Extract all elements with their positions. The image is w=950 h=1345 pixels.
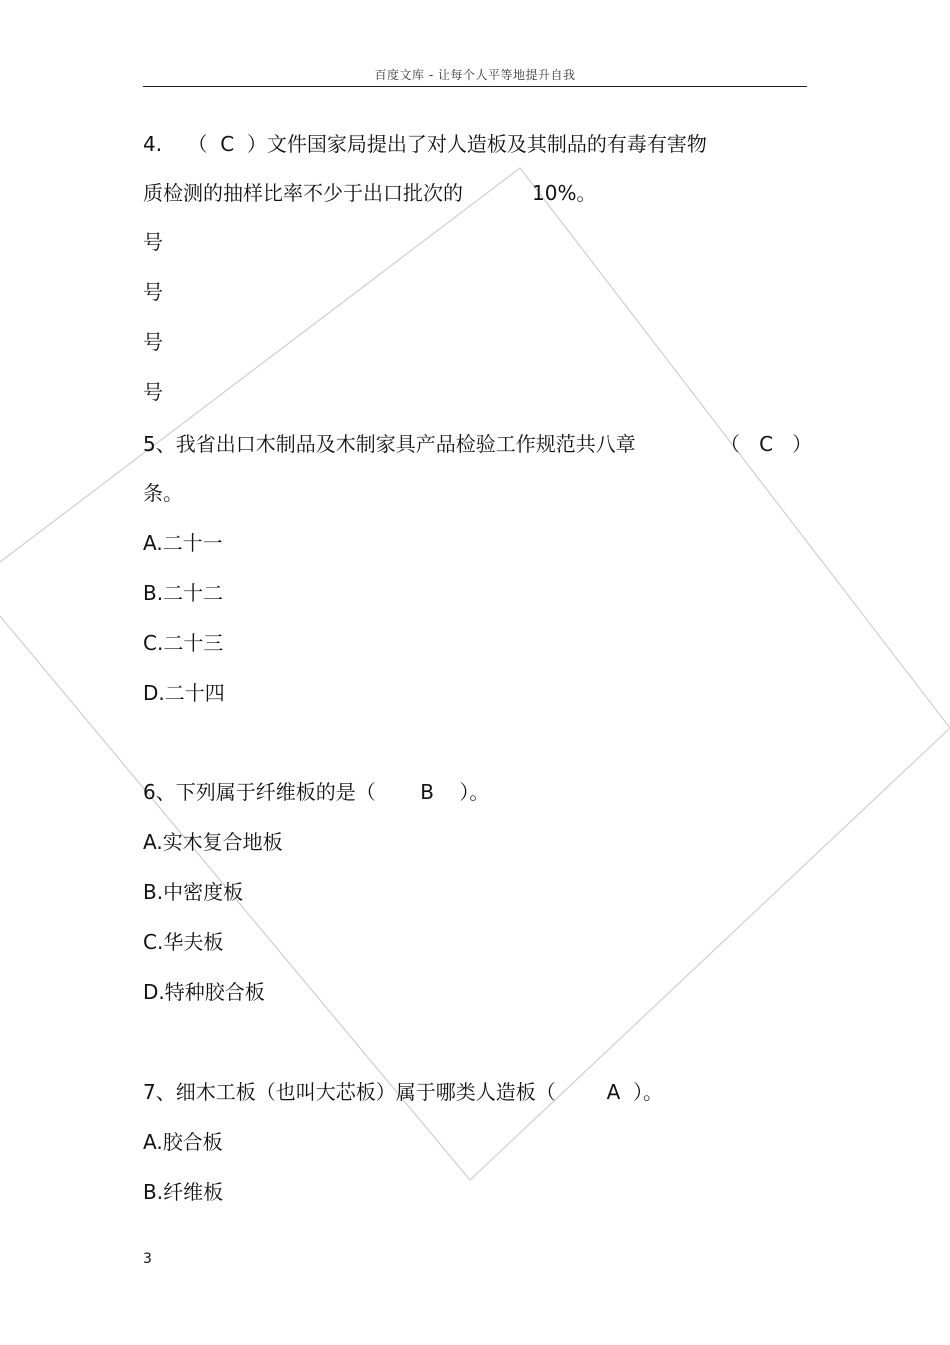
q6-option-d: D.特种胶合板 <box>143 980 265 1004</box>
q5-stem-end: 条。 <box>143 481 183 505</box>
q4-line-1: 4. （ C ）文件国家局提出了对人造板及其制品的有毒有害物 <box>143 132 707 156</box>
q5-option-c: C.二十三 <box>143 631 224 655</box>
header-title: 百度文库 - 让每个人平等地提升自我 <box>374 68 576 82</box>
q4-hao-4: 号 <box>143 380 163 404</box>
q7-option-b: B.纤维板 <box>143 1180 224 1204</box>
page-number: 3 <box>143 1251 152 1267</box>
q5-option-b: B.二十二 <box>143 581 224 605</box>
q6-option-b: B.中密度板 <box>143 880 244 904</box>
q4-hao-2: 号 <box>143 280 163 304</box>
q6-option-a: A.实木复合地板 <box>143 830 283 854</box>
q4-hao-1: 号 <box>143 230 163 254</box>
q5-option-a: A.二十一 <box>143 531 223 555</box>
q6-stem: 6、下列属于纤维板的是（ B ）。 <box>143 780 490 804</box>
q4-value: 10%。 <box>532 181 597 205</box>
q5-option-d: D.二十四 <box>143 681 225 705</box>
q4-line-2: 质检测的抽样比率不少于出口批次的 <box>143 181 463 205</box>
q4-hao-3: 号 <box>143 330 163 354</box>
q6-option-c: C.华夫板 <box>143 930 224 954</box>
q7-stem: 7、细木工板（也叫大芯板）属于哪类人造板（ A ）。 <box>143 1080 663 1104</box>
q5-stem: 5、我省出口木制品及木制家具产品检验工作规范共八章 <box>143 432 636 456</box>
header-divider <box>143 86 807 87</box>
q7-option-a: A.胶合板 <box>143 1130 223 1154</box>
q5-answer: （ C ） <box>720 432 813 456</box>
